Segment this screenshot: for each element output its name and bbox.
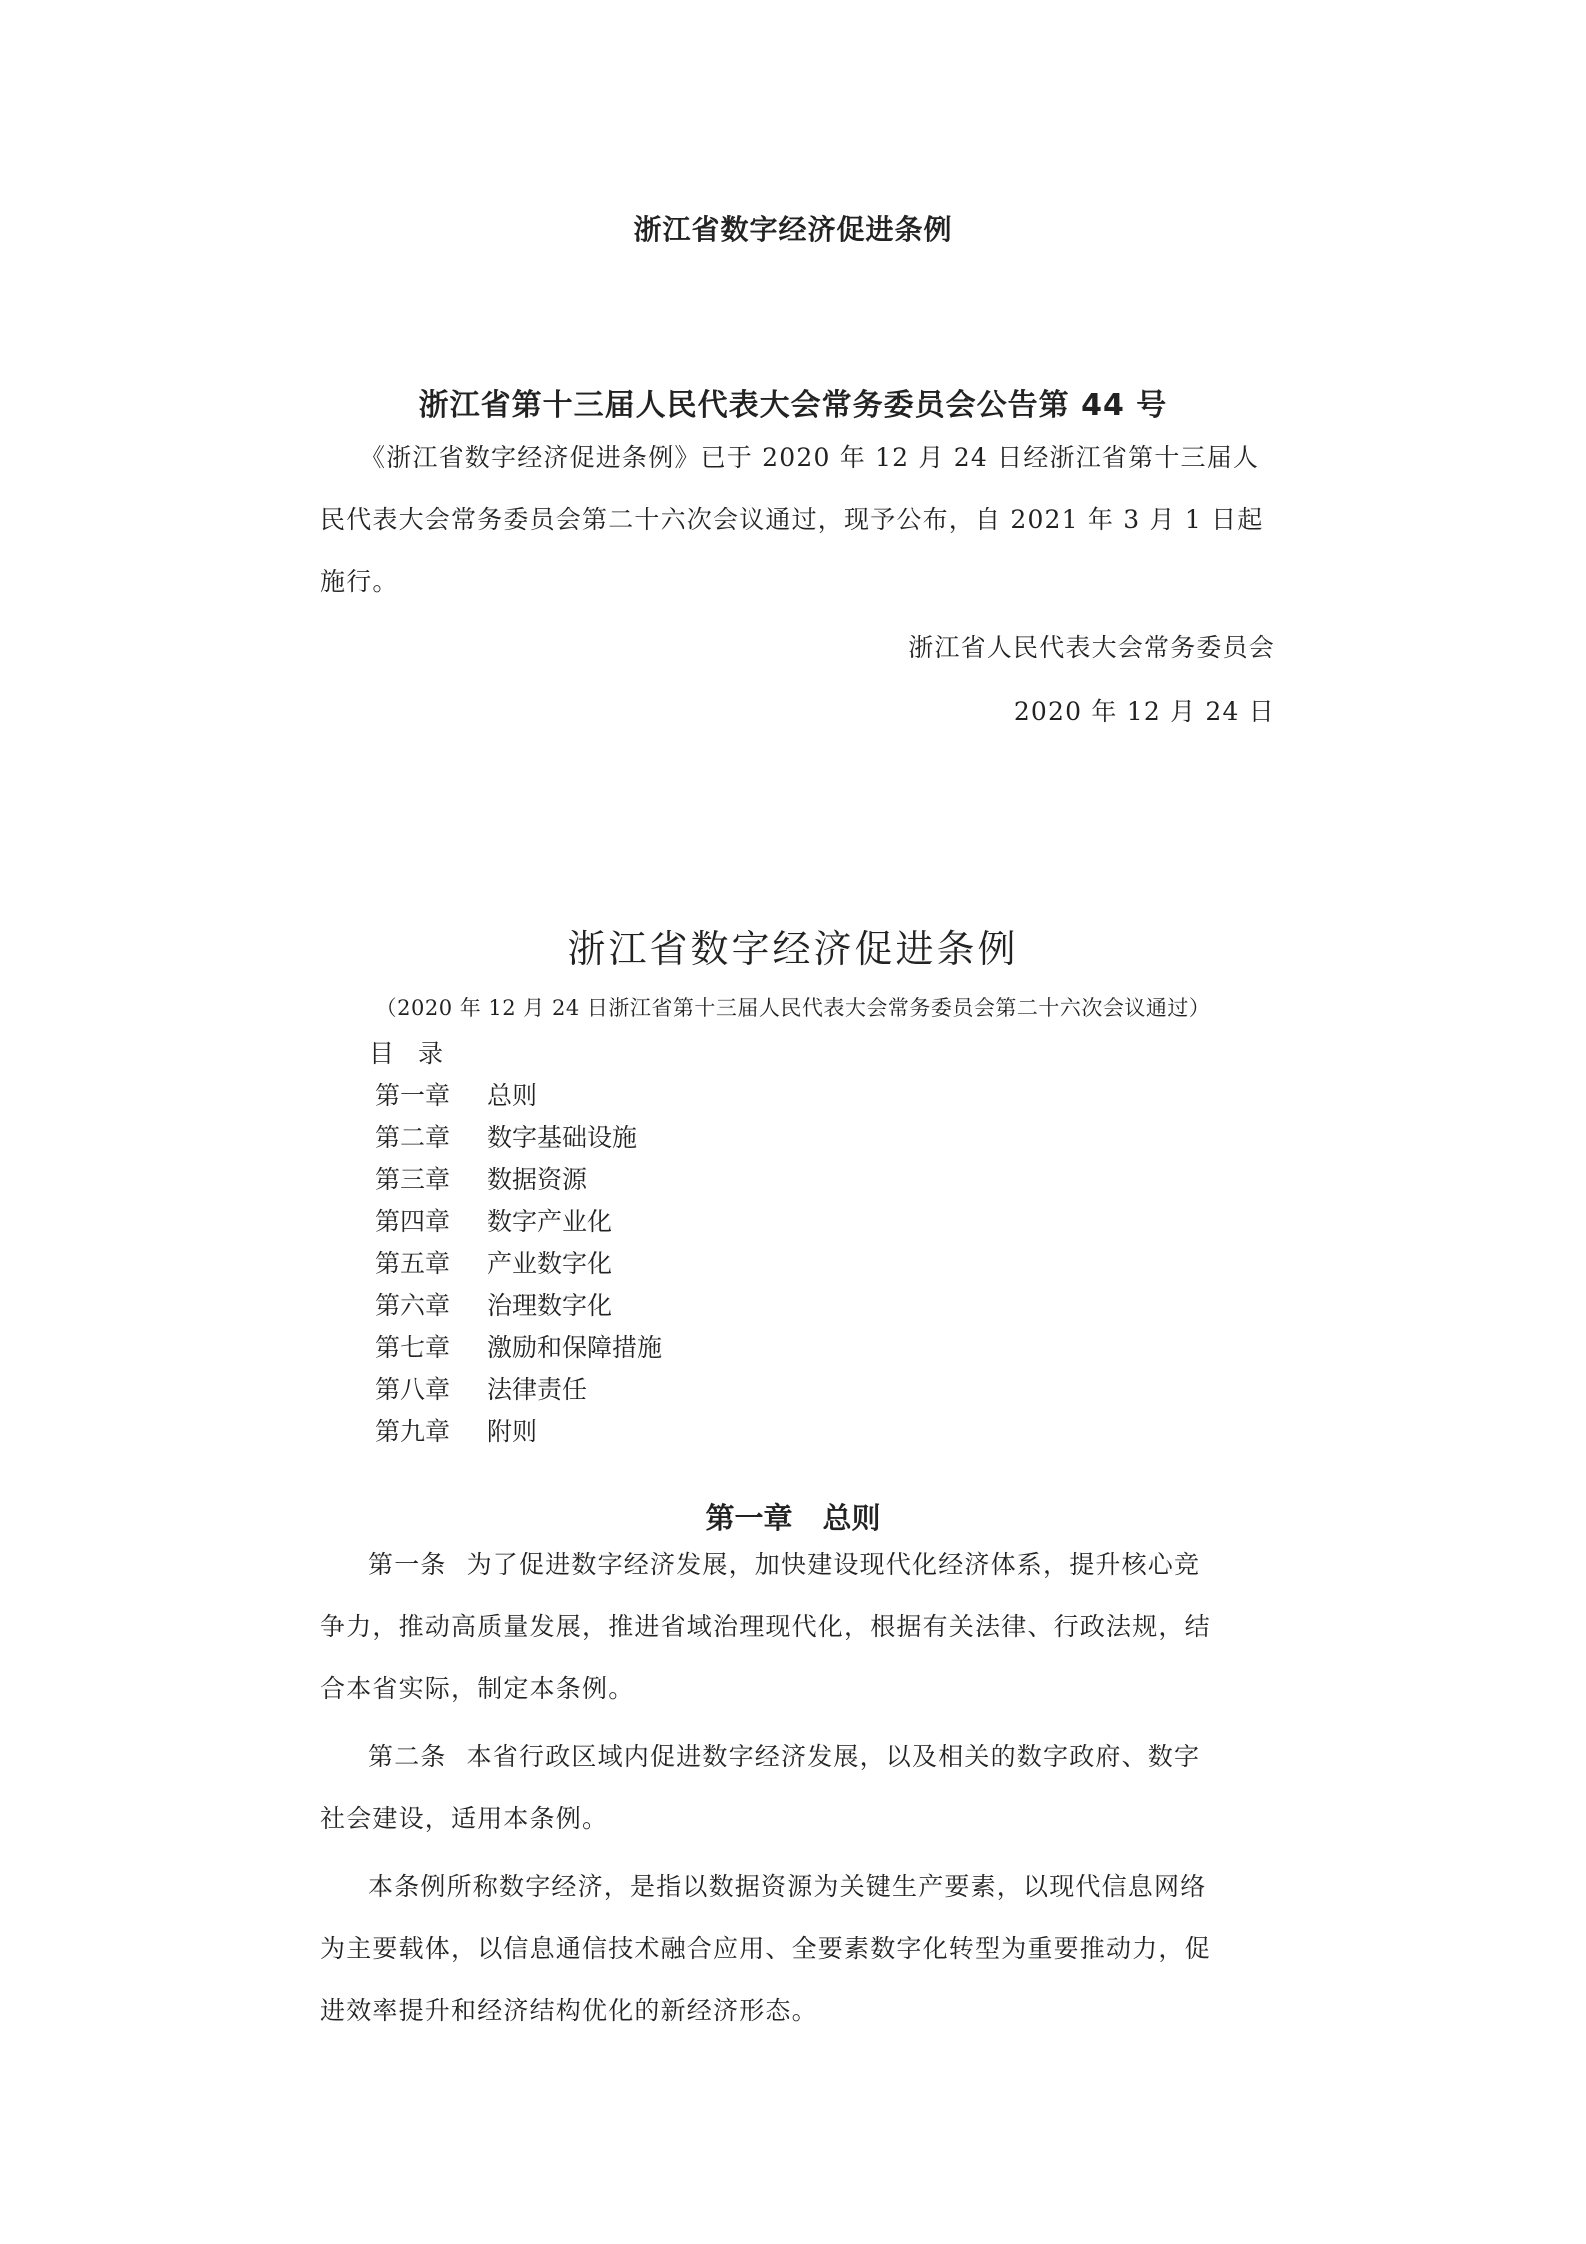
announcement-date: 2020 年 12 月 24 日	[1013, 697, 1275, 726]
toc-item[interactable]	[375, 1412, 537, 1448]
toc-item-title: 产业数字化	[487, 1249, 613, 1278]
toc-item[interactable]	[375, 1244, 612, 1280]
article-1-line-2: 争力，推动高质量发展，推进省域治理现代化，根据有关法律、行政法规，结	[320, 1612, 1211, 1641]
chapter-heading	[0, 1496, 1586, 1537]
toc-heading	[369, 1034, 443, 1070]
toc-item[interactable]	[375, 1118, 637, 1154]
chapter-num: 第一章	[705, 1501, 793, 1535]
article-2-para2-line-1: 本条例所称数字经济，是指以数据资源为关键生产要素，以现代信息网络	[368, 1872, 1207, 1901]
toc-item-num: 第五章	[375, 1249, 451, 1278]
toc-item[interactable]	[375, 1286, 612, 1322]
toc-item-title: 法律责任	[487, 1375, 588, 1404]
toc-item-num: 第四章	[375, 1207, 451, 1236]
regulation-title: 浙江省数字经济促进条例	[567, 927, 1019, 971]
article-2-para2-line-3: 进效率提升和经济结构优化的新经济形态。	[320, 1996, 818, 2025]
toc-item-title: 总则	[487, 1081, 538, 1110]
announcement-line-1: 《浙江省数字经济促进条例》已于 2020 年 12 月 24 日经浙江省第十三届人	[360, 443, 1260, 472]
toc-item-num: 第一章	[375, 1081, 451, 1110]
document-top-title: 浙江省数字经济促进条例	[633, 213, 953, 246]
article-2-line-1	[368, 1737, 1200, 1773]
article-label: 第二条	[368, 1742, 447, 1771]
article-1-line-1	[368, 1545, 1200, 1581]
article-1-line-3: 合本省实际，制定本条例。	[320, 1674, 635, 1703]
toc-item-num: 第八章	[375, 1375, 451, 1404]
toc-item[interactable]	[375, 1370, 587, 1406]
toc-item-num: 第二章	[375, 1123, 451, 1152]
toc-item-num: 第七章	[375, 1333, 451, 1362]
article-2-line-2: 社会建设，适用本条例。	[320, 1804, 609, 1833]
regulation-subtitle: （2020 年 12 月 24 日浙江省第十三届人民代表大会常务委员会第二十六次会议通过）	[375, 996, 1211, 1020]
article-text: 为了促进数字经济发展，加快建设现代化经济体系，提升核心竞	[466, 1550, 1201, 1579]
toc-item-num: 第三章	[375, 1165, 451, 1194]
toc-item-title: 治理数字化	[487, 1291, 613, 1320]
announcement-issuer: 浙江省人民代表大会常务委员会	[908, 633, 1275, 662]
toc-item[interactable]	[375, 1076, 537, 1112]
toc-item[interactable]	[375, 1160, 587, 1196]
announcement-title: 浙江省第十三届人民代表大会常务委员会公告第 44 号	[418, 388, 1168, 423]
toc-item-title: 激励和保障措施	[487, 1333, 663, 1362]
toc-item-title: 数字基础设施	[487, 1123, 638, 1152]
toc-item-title: 数据资源	[487, 1165, 588, 1194]
article-label: 第一条	[368, 1550, 447, 1579]
toc-item-num: 第九章	[375, 1417, 451, 1446]
toc-heading-left: 目	[369, 1039, 395, 1068]
toc-item-title: 数字产业化	[487, 1207, 613, 1236]
article-2-para2-line-2: 为主要载体，以信息通信技术融合应用、全要素数字化转型为重要推动力，促	[320, 1934, 1211, 1963]
article-text: 本省行政区域内促进数字经济发展，以及相关的数字政府、数字	[466, 1742, 1201, 1771]
toc-item[interactable]	[375, 1202, 612, 1238]
toc-item[interactable]	[375, 1328, 662, 1364]
toc-heading-right: 录	[418, 1039, 444, 1068]
announcement-line-2: 民代表大会常务委员会第二十六次会议通过，现予公布，自 2021 年 3 月 1 日起	[320, 505, 1264, 534]
announcement-line-3: 施行。	[320, 567, 399, 596]
toc-item-num: 第六章	[375, 1291, 451, 1320]
chapter-title: 总则	[822, 1501, 881, 1535]
toc-item-title: 附则	[487, 1417, 538, 1446]
